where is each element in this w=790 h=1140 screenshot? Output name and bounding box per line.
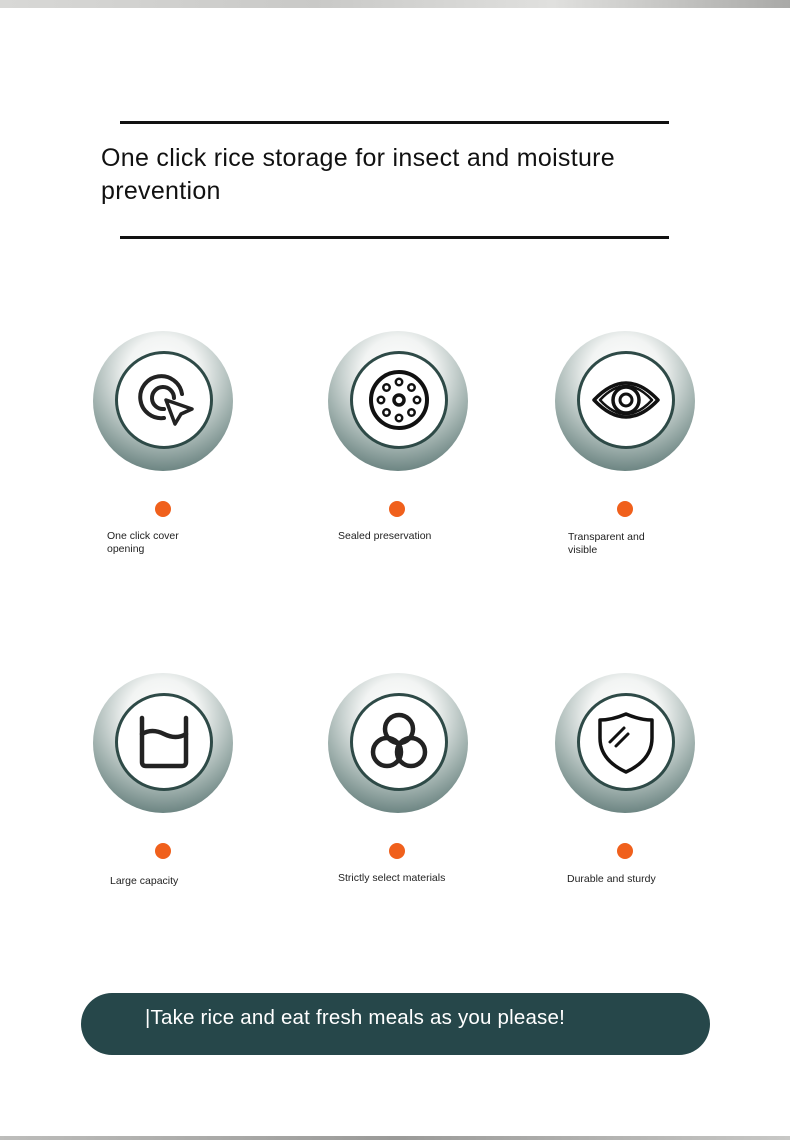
feature-badge-sealed [328, 331, 468, 471]
accent-dot [389, 501, 405, 517]
feature-label: Large capacity [110, 875, 179, 887]
feature-label: One click cover opening [107, 530, 179, 555]
feature-badge-cover-opening [93, 331, 233, 471]
three-circles-icon [365, 708, 433, 776]
bottom-photo-strip [0, 1136, 790, 1140]
badge-inner-circle [577, 351, 675, 449]
cursor-click-icon [130, 366, 198, 434]
feature-badge-capacity [93, 673, 233, 813]
title-rule-bottom [120, 236, 669, 239]
page-title: One click rice storage for insect and moisture prevention [101, 144, 616, 205]
feature-badge-durable [555, 673, 695, 813]
feature-label: Transparent and visible [568, 531, 645, 556]
feature-badge-transparent [555, 331, 695, 471]
title-rule-top [120, 121, 669, 124]
badge-inner-circle [577, 693, 675, 791]
top-photo-strip [0, 0, 790, 8]
container-icon [130, 708, 198, 776]
feature-label: Strictly select materials [338, 872, 446, 884]
accent-dot [617, 501, 633, 517]
badge-inner-circle [115, 351, 213, 449]
shield-icon [592, 708, 660, 776]
badge-inner-circle [115, 693, 213, 791]
badge-inner-circle [350, 693, 448, 791]
accent-dot [155, 843, 171, 859]
sealed-dots-icon [365, 366, 433, 434]
accent-dot [389, 843, 405, 859]
feature-badge-materials [328, 673, 468, 813]
slogan-banner [81, 993, 710, 1055]
accent-dot [617, 843, 633, 859]
accent-dot [155, 501, 171, 517]
eye-icon [592, 366, 660, 434]
slogan-text: |Take rice and eat fresh meals as you please! [145, 1006, 565, 1029]
feature-label: Durable and sturdy [567, 873, 656, 885]
feature-label: Sealed preservation [338, 530, 432, 542]
badge-inner-circle [350, 351, 448, 449]
